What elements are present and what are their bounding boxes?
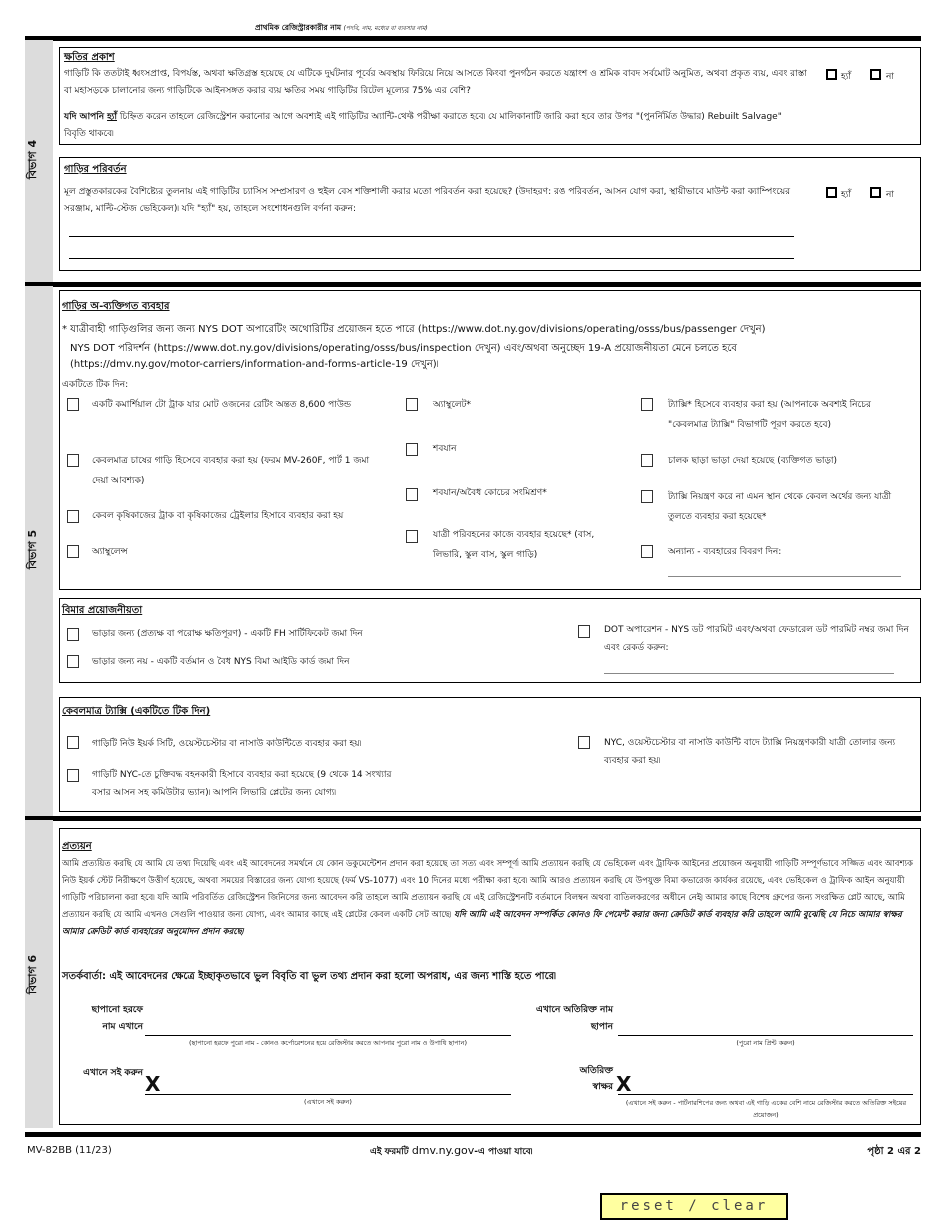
- taxi-title: কেবলমাত্র ট্যাক্সি (একটিতে টিক দিন): [62, 706, 211, 717]
- taxi-only-box: [59, 697, 921, 812]
- dot-note-2: [70, 341, 737, 358]
- dot-operation-checkbox[interactable]: [578, 625, 590, 638]
- section-5-label: বিভাগ 5: [26, 529, 40, 570]
- damage-no-label: না: [886, 72, 894, 82]
- taxi-outside-nyc-checkbox[interactable]: [578, 736, 590, 749]
- availability-post: -এ পাওয়া যাবে৷: [474, 1147, 533, 1157]
- dot-operation-label: DOT অপারেশন - NYS ডট পারমিট এবং/অথবা ফেডারেল ডট পারমিট নম্বর জমা দিন এবং রেকর্ড করুন:: [604, 625, 909, 653]
- damage-no-checkbox[interactable]: [870, 69, 881, 80]
- header-label: প্রাথমিক রেজিস্ট্রারকারীর নাম: [255, 23, 342, 32]
- print-name-label-2: নাম এখানে: [102, 1022, 143, 1032]
- damage-question: গাড়িটি কি ততটাই ধ্বংসপ্রাপ্ত, বিপর্যস্ত, অথবা ক্ষতিগ্রস্ত হয়েছে যে এটিকে দুর্ঘটনার পূর্বের অবস্থায় ফিরিয়ে নিয়ে আসতে কিংবা পুনর্গঠন করতে যন্ত্রাংশ ও শ্রমিক বাবদ সর্বমোট অনুমিত, অথবা প্রকৃত ব্যয়, এবং রাস্তা বা মহাসড়কে চালানোর জন্য গাড়িটিকে আইনসঙ্গত করার ব্যয় ক্ষতির সময় গাড়িটির রিটেল মূল্যের 75% এর বেশি?: [64, 69, 807, 96]
- insurance-title: বিমার প্রয়োজনীয়তা: [62, 605, 143, 616]
- additional-signature-input[interactable]: [618, 1094, 913, 1095]
- farm-vehicle-checkbox[interactable]: [67, 454, 79, 467]
- note-rest: চিহ্নিত করেন তাহলে রেজিস্ট্রেশন করানোর আগে অবশ্যই এই গাড়িটির অ্যান্টি-থেফ্ট পরীক্ষা করাতে হবে৷ যে মালিকানাটি জারি করা হবে তার উপর "(পুনর্নির্মিত উদ্ধার) Rebuilt Salvage" বিবৃতি থাকবে৷: [64, 112, 782, 139]
- livery-pickup-checkbox[interactable]: [641, 490, 653, 503]
- signature-input[interactable]: [145, 1094, 511, 1095]
- damage-note: [64, 109, 804, 143]
- form-id: MV-82BB (11/23): [27, 1145, 112, 1156]
- divider: [25, 1132, 921, 1137]
- availability-note: [370, 1144, 532, 1159]
- contract-carrier-checkbox[interactable]: [67, 769, 79, 782]
- note-yes: হ্যাঁ: [107, 112, 118, 122]
- taxi-outside-nyc-label: NYC, ওয়েস্টচেস্টার বা নাসাউ কাউন্টি বাদে ট্যাক্সি নিয়ন্ত্রণকারী যাত্রী তোলার জন্য ব্যবহার করা হয়৷: [604, 738, 896, 766]
- additional-signature-label-2: স্বাক্ষর: [592, 1082, 613, 1092]
- ambulette-checkbox[interactable]: [406, 398, 418, 411]
- ambulance-label: অ্যাম্বুলেন্স: [92, 547, 128, 557]
- rental-label: চালক ছাড়া ভাড়া দেয়া হয়েছে (ব্যক্তিগত ভাড়া): [668, 456, 838, 466]
- tow-truck-checkbox[interactable]: [67, 398, 79, 411]
- modification-box: [59, 157, 921, 271]
- damage-yes-label: হ্যাঁ: [841, 72, 851, 82]
- note-bold: যদি আপনি: [64, 112, 105, 122]
- damage-disclosure-box: [59, 47, 921, 145]
- print-name-input[interactable]: [145, 1035, 511, 1036]
- additional-name-label-2: ছাপান: [590, 1022, 613, 1032]
- reset-clear-button[interactable]: reset / clear: [600, 1193, 788, 1220]
- agri-truck-label: কেবল কৃষিকাজের ট্রাক বা কৃষিকাজের ট্রেইলার হিসাবে ব্যবহার করা হয়: [92, 511, 344, 521]
- not-for-hire-label: ভাড়ার জন্য নয় - একটি বর্তমান ও বৈধ NYS বিমা আইডি কার্ড জমা দিন: [92, 657, 350, 667]
- credit-card-notice: যদি আমি এই আবেদন সম্পর্কিত কোনও ফি পেমেন্ট করার জন্য ক্রেডিট কার্ড ব্যবহার করি তাহলে আমি বুঝেছি যে নিচে আমার স্বাক্ষর আমার ক্রেডিট কার্ড ব্যবহারের অনুমোদন প্রদান করছে৷: [62, 910, 902, 937]
- section-6-label: বিভাগ 6: [26, 954, 40, 995]
- modification-no-checkbox[interactable]: [870, 187, 881, 198]
- divider: [25, 816, 921, 821]
- not-for-hire-checkbox[interactable]: [67, 655, 79, 668]
- additional-name-label-1: এখানে অতিরিক্ত নাম: [536, 1005, 613, 1015]
- hearse-coach-checkbox[interactable]: [406, 488, 418, 501]
- section-4-label: বিভাগ 4: [26, 139, 40, 180]
- rental-checkbox[interactable]: [641, 454, 653, 467]
- insurance-box: [59, 598, 921, 683]
- tow-truck-label: একটি কমার্শিয়াল টো ট্রাক যার মোট ওজনের রেটিং অন্তত 8,600 পাউন্ড: [92, 400, 352, 410]
- print-name-label-1: ছাপানো হরফে: [91, 1005, 143, 1015]
- additional-sign-x-mark: X: [616, 1072, 632, 1096]
- other-use-label: অন্যান্য - ব্যবহারের বিবরণ দিন:: [668, 547, 782, 557]
- other-use-input-line[interactable]: [668, 576, 901, 577]
- farm-vehicle-label: কেবলমাত্র চাষের গাড়ি হিসেবে ব্যবহার করা হয় (ফরম MV-260F, পার্ট 1 জমা দেয়া আবশ্যক): [92, 456, 370, 486]
- agri-truck-checkbox[interactable]: [67, 510, 79, 523]
- passenger-transport-label: যাত্রী পরিবহনের কাজে ব্যবহার হয়েছে* (বাস, লিভারি, স্কুল বাস, স্কুল গাড়ি): [433, 530, 595, 560]
- note-text: দেখুন) এবং/অথবা অনুচ্ছেদ 19-A প্রয়োজনীয়তা মেনে চলতে হবে: [471, 343, 737, 354]
- additional-signature-caption: (এখানে সই করুন - পার্টনারশিপের জন্য অথবা এই গাড়ি একের বেশি নামে রেজিস্টার করতে অতিরিক্ত সইয়ের প্রয়োজন): [625, 1099, 907, 1119]
- damage-yes-checkbox[interactable]: [826, 69, 837, 80]
- additional-name-caption: (পুরো নাম প্রিন্ট করুন): [736, 1039, 795, 1047]
- dot-permit-input-line[interactable]: [604, 673, 894, 674]
- availability-pre: এই ফরমটি: [370, 1147, 412, 1157]
- passenger-link[interactable]: https://www.dot.ny.gov/divisions/operating/osss/bus/passenger: [421, 324, 737, 335]
- passenger-transport-checkbox[interactable]: [406, 530, 418, 543]
- certification-body: [62, 856, 917, 941]
- other-use-checkbox[interactable]: [641, 545, 653, 558]
- ambulance-checkbox[interactable]: [67, 545, 79, 558]
- sign-here-label: এখানে সই করুন: [83, 1068, 143, 1078]
- signature-caption: (এখানে সই করুন): [304, 1098, 352, 1106]
- nonpersonal-title: গাড়ির অ-ব্যক্তিগত ব্যবহার: [62, 301, 170, 312]
- livery-pickup-label: ট্যাক্সি নিয়ন্ত্রণ করে না এমন স্থান থেকে কেবল অর্থের জন্য যাত্রী তুলতে ব্যবহার করা হয়েছে*: [668, 492, 892, 522]
- additional-signature-label-1: অতিরিক্ত: [579, 1066, 613, 1076]
- modification-yes-checkbox[interactable]: [826, 187, 837, 198]
- dot-note-1: [62, 322, 766, 339]
- ambulette-label: অ্যাম্বুলেট*: [433, 400, 472, 410]
- modification-title: গাড়ির পরিবর্তন: [64, 164, 127, 175]
- hearse-label: শবযান: [433, 444, 457, 454]
- hearse-checkbox[interactable]: [406, 443, 418, 456]
- article-19-link[interactable]: https://dmv.ny.gov/motor-carriers/information-and-forms-article-19: [73, 359, 408, 370]
- additional-name-input[interactable]: [618, 1035, 913, 1036]
- divider: [25, 36, 921, 41]
- note-text: দেখুন)৷: [407, 359, 439, 370]
- sign-x-mark: X: [145, 1072, 161, 1096]
- divider: [25, 282, 921, 287]
- page-number: পৃষ্ঠা 2 এর 2: [867, 1146, 921, 1157]
- dot-note-3: [70, 357, 438, 374]
- for-hire-label: ভাড়ার জন্য (প্রত্যক্ষ বা পরোক্ষ ক্ষতিপূরণ) - একটি FH সার্টিফিকেট জমা দিন: [92, 629, 363, 639]
- taxi-label: ট্যাক্সি* হিসেবে ব্যবহার করা হয় (আপনাকে অবশ্যই নিচের "কেবলমাত্র ট্যাক্সি" বিভাগটি পূরণ করতে হবে): [668, 400, 871, 430]
- certification-title: প্রত্যয়ন: [62, 841, 92, 852]
- taxi-nyc-checkbox[interactable]: [67, 736, 79, 749]
- modification-no-label: না: [886, 190, 894, 200]
- hearse-coach-label: শবযান/অবৈধ কোচের সংমিশ্রণ*: [433, 488, 547, 498]
- primary-registrant-header: [255, 23, 428, 35]
- modification-input-line-1[interactable]: [69, 236, 794, 237]
- header-hint: (পদবি, নাম, মধ্যের বা ব্যবসার নাম): [343, 25, 428, 32]
- note-text: (: [70, 359, 74, 370]
- dmv-link[interactable]: dmv.ny.gov: [411, 1144, 475, 1157]
- taxi-checkbox[interactable]: [641, 398, 653, 411]
- modification-question: মূল প্রস্তুতকারকের বৈশিষ্ট্যের তুলনায় এই গাড়িটির চ্যাসিস সম্প্রসারণ ও হুইল বেস শক্তিশালী করার মতো পরিবর্তন করা হয়েছে? (উদাহরণ: রঙ পরিবর্তন, আসন যোগ করা, স্থায়ীভাবে মাউন্ট করা ক্যাম্পিংয়ের সরঞ্জাম, মাল্টি-স্টেজ ভেহিকেল)৷ যদি "হ্যাঁ" হয়, তাহলে সংশোধনগুলি বর্ণনা করুন:: [64, 187, 791, 214]
- modification-input-line-2[interactable]: [69, 258, 794, 259]
- certification-text: আমি প্রত্যয়িত করছি যে আমি যে তথ্য দিয়েছি এবং এই আবেদনের সমর্থনে যে কোন ডকুমেন্টেশন প্রদান করা হয়েছে তা সত্য এবং সম্পূর্ণ৷ আমি প্রত্যায়ন করছি যে ভেহিকেল এবং ট্রাফিক আইনের প্রয়োজন অনুযায়ী গাড়িটি সম্পূর্ণভাবে সজ্জিত এবং আবশ্যক নিউ ইয়র্ক স্টেট নিরীক্ষণে উত্তীর্ণ হয়েছে, অথবা সময়ের বিস্তারের জন্য যোগ্য হয়েছে (ফর্ম VS-1077) এবং 10 দিনের মধ্যে পরীক্ষা করা হবে৷ আমি আরও প্রত্যায়ন করছি যে উপযুক্ত বিমা কভারেজ কার্যকর রয়েছে, এবং ভেহিকেল ও ট্রাফিক আইন অনুযায়ী গাড়িটি পরিচালনা করা হবে৷ যদি আমি পরিবর্তিত রেজিস্ট্রেশন জিনিসের জন্য আবেদন করি তাহলে আমি প্রত্যায়ন করছি যে এই রেজিস্ট্রেশনটি বর্তমানে বিলম্বন অথবা বাতিলকরণের অধীনে নেই৷ আমার কাছে বিশেষ গ্রুপের জন্য সংরক্ষিত প্লেট আছে, আমি প্রত্যায়ন করছি যে আমি এখনও সেগুলি পাওয়ার জন্য যোগ্য, এবং আমার কাছে এই প্লেটের কেবল একটি সেট আছে৷: [62, 859, 913, 920]
- nonpersonal-use-box: [59, 290, 921, 590]
- note-text: দেখুন): [736, 324, 766, 335]
- taxi-nyc-label: গাড়িটি নিউ ইয়র্ক সিটি, ওয়েস্টচেস্টার বা নাসাউ কাউন্টিতে ব্যবহার করা হয়৷: [92, 739, 362, 749]
- note-text: NYS DOT পরিদর্শন (: [70, 343, 158, 354]
- for-hire-checkbox[interactable]: [67, 628, 79, 641]
- inspection-link[interactable]: https://www.dot.ny.gov/divisions/operating/osss/bus/inspection: [157, 343, 472, 354]
- tick-one-instruction: একটিতে টিক দিন:: [62, 380, 129, 390]
- warning-text: সতর্কবার্তা: এই আবেদনের ক্ষেত্রে ইচ্ছাকৃতভাবে ভুল বিবৃতি বা ভুল তথ্য প্রদান করা হলো অপরাধ, এর জন্য শাস্তি হতে পারে৷: [62, 971, 556, 982]
- certification-box: [59, 828, 921, 1125]
- damage-title: ক্ষতির প্রকাশ: [64, 52, 115, 63]
- note-text: * যাত্রীবাহী গাড়িগুলির জন্য জন্য NYS DOT অপারেটিং অথোরিটির প্রয়োজন হতে পারে (: [62, 324, 422, 335]
- modification-yes-label: হ্যাঁ: [841, 190, 851, 200]
- print-name-caption: (ছাপানো হরফে পুরো নাম - কোনও কর্পোরেশনের হয়ে রেজিস্টার করতে আপনার পুরো নাম ও উপাধি ছাপান): [189, 1039, 467, 1047]
- contract-carrier-label: গাড়িটি NYC-তে চুক্তিবদ্ধ বহনকারী হিসাবে ব্যবহার করা হয়েছে (9 থেকে 14 সংখ্যার বসার আসন সহ কমিউটার ভ্যান)৷ আপনি লিভারি প্লেটের জন্য যোগ্য৷: [92, 770, 392, 798]
